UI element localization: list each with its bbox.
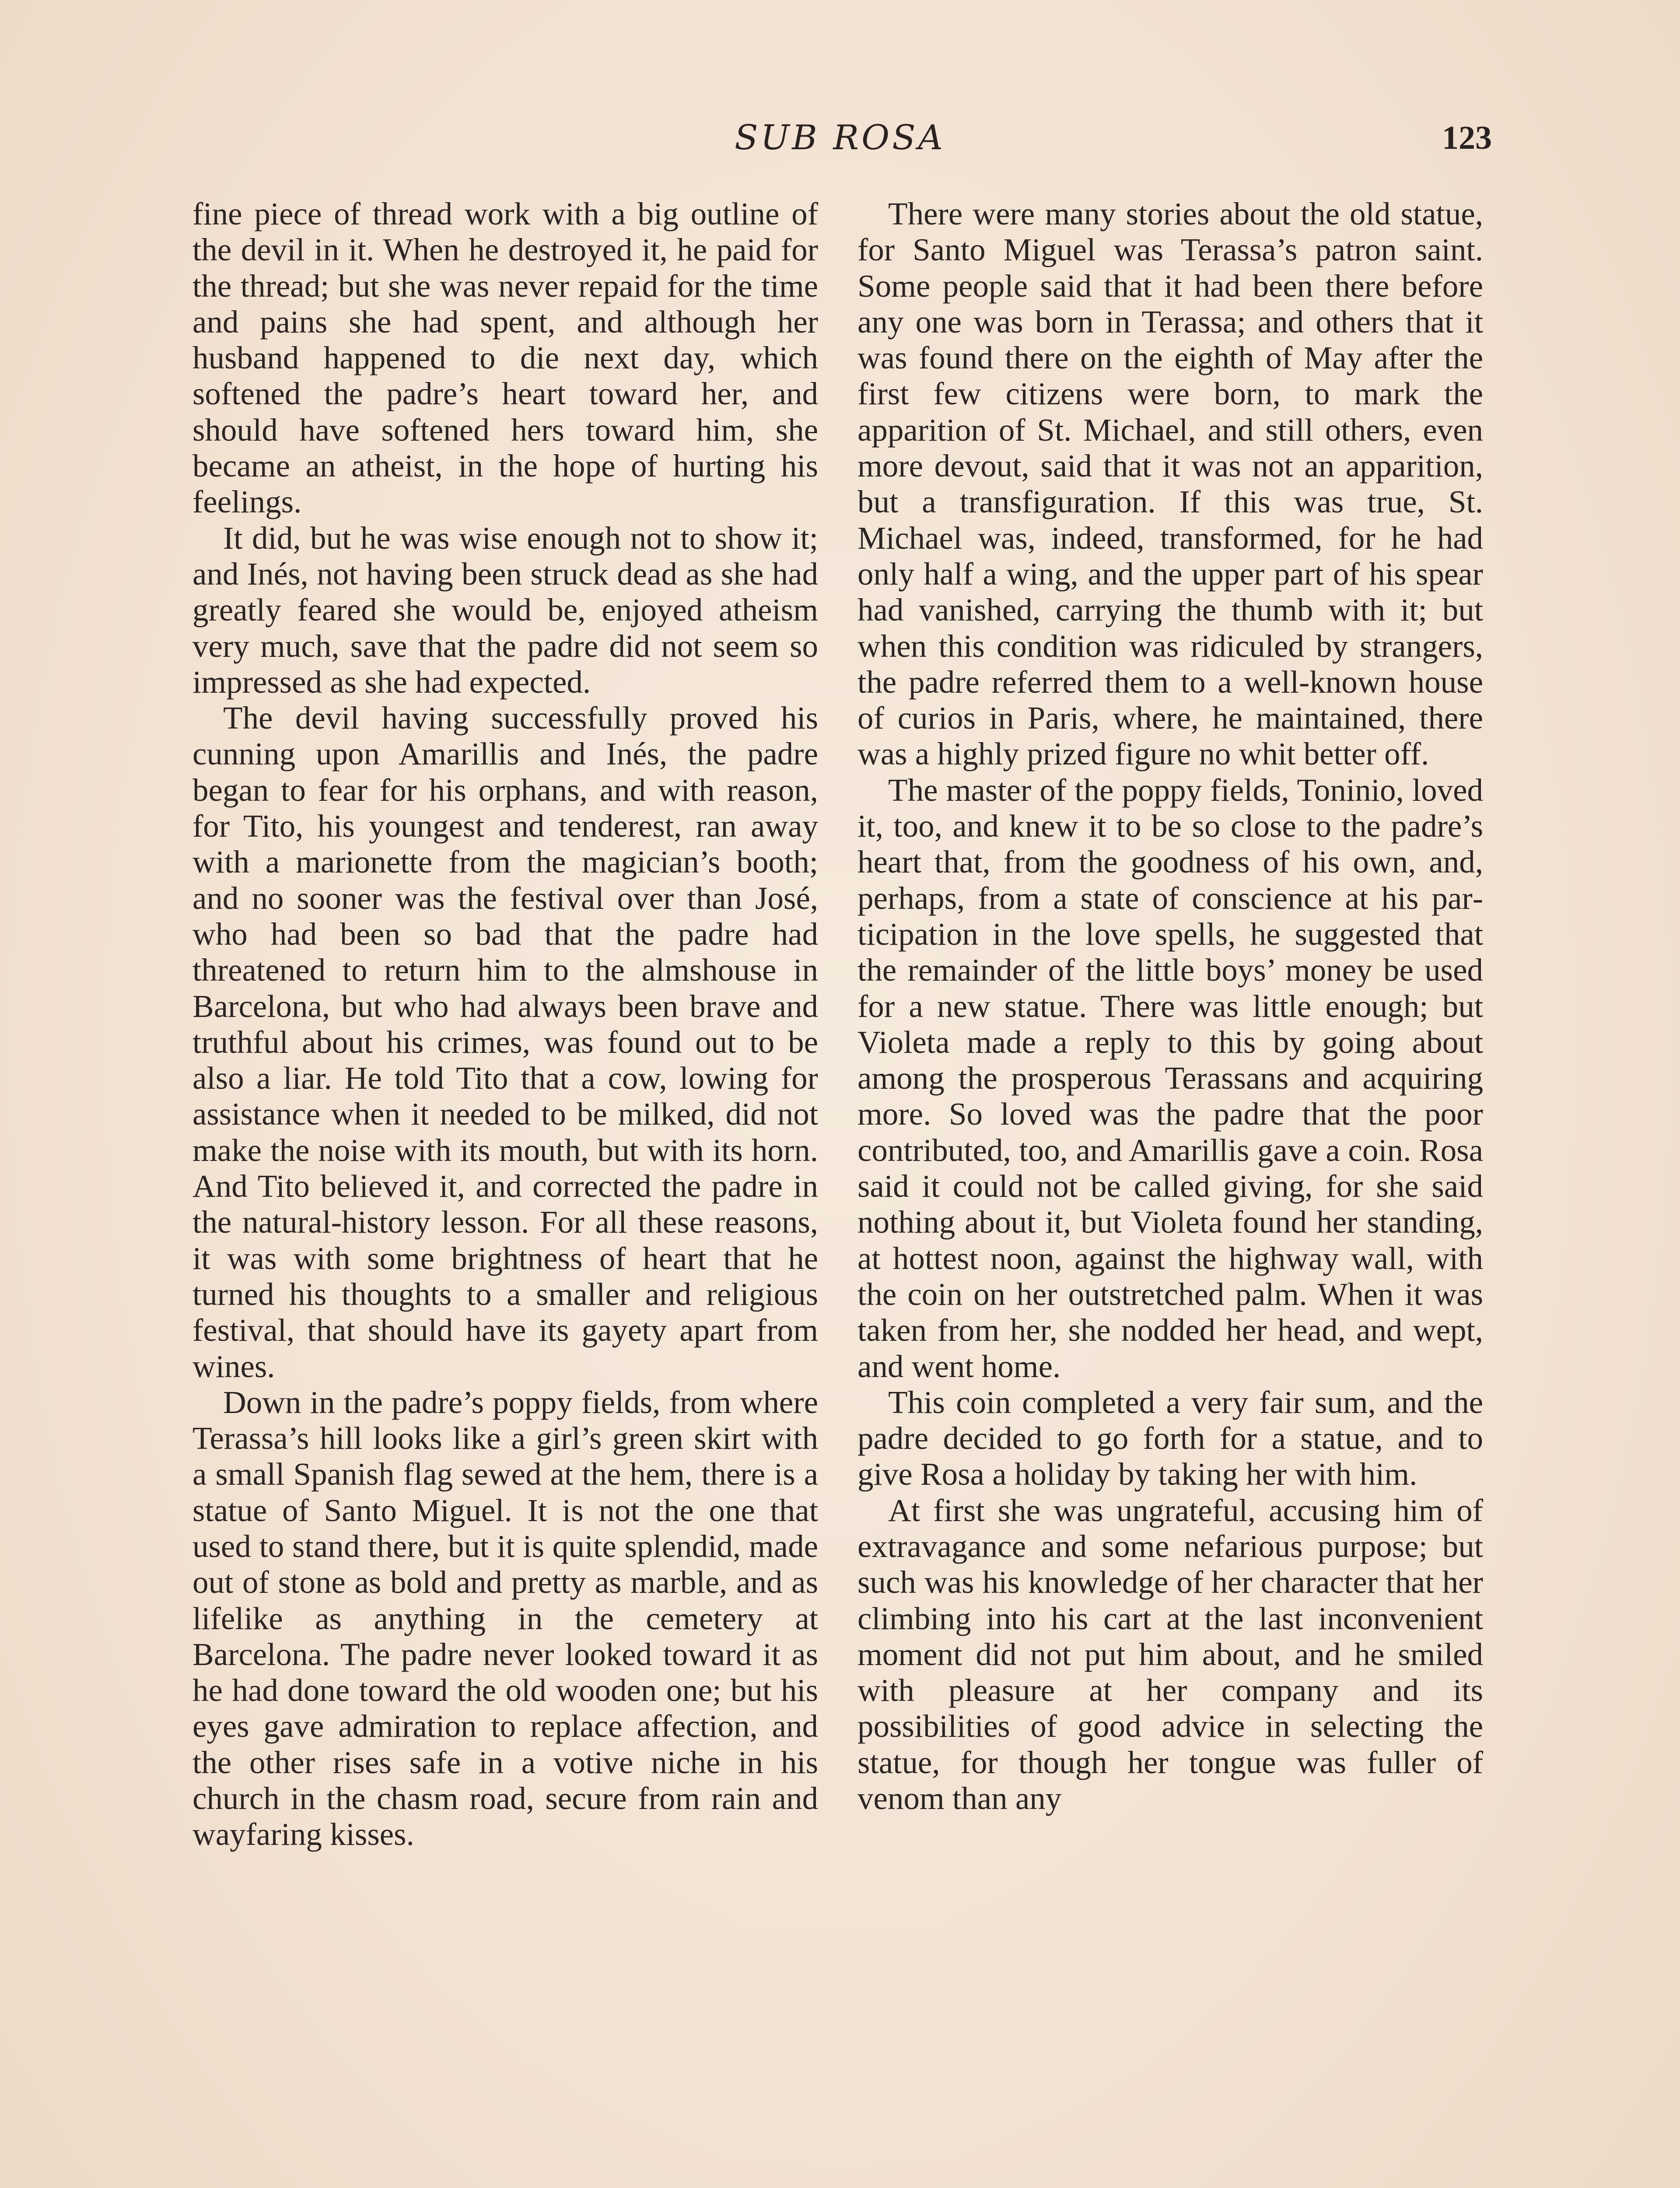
right-text-column xyxy=(858,196,1483,1816)
paragraph: This coin completed a very fair sum, and the padre decided to go forth for a statue, and to give Rosa a holiday by taking her with him. xyxy=(858,1384,1483,1492)
paragraph: fine piece of thread work with a big outline of the devil in it. When he destroyed it, he paid for the thread; but she was never repaid for the time and pains she had spent, and although her husband happened to die next day, which softened the padre’s heart toward her, and should have softened hers toward him, she became an atheist, in the hope of hurting his feelings. xyxy=(192,196,818,520)
paragraph: The master of the poppy fields, Toninio, loved it, too, and knew it to be so close to the padre’s heart that, from the goodness of his own, and, perhaps, from a state of conscience at his participation in the love spells, he suggested that the remainder of the little boys’ money be used for a new statue. There was little enough; but Violeta made a reply to this by going about among the prosperous Terassans and acquiring more. So loved was the padre that the poor contributed, too, and Amarillis gave a coin. Rosa said it could not be called giving, for she said nothing about it, but Violeta found her standing, at hottest noon, against the highway wall, with the coin on her outstretched palm. When it was taken from her, she nodded her head, and wept, and went home. xyxy=(858,772,1483,1384)
paragraph: It did, but he was wise enough not to show it; and Inés, not having been struck dead as she had greatly feared she would be, enjoyed atheism very much, save that the padre did not seem so impressed as she had expected. xyxy=(192,520,818,700)
page-number: 123 xyxy=(1442,119,1492,156)
paragraph: Down in the padre’s poppy fields, from where Terassa’s hill looks like a girl’s green skirt with a small Spanish flag sewed at the hem, there is a statue of Santo Miguel. It is not the one that used to stand there, but it is quite splendid, made out of stone as bold and pretty as marble, and as lifelike as anything in the cemetery at Barcelona. The padre never looked toward it as he had done toward the old wooden one; but his eyes gave admiration to replace affection, and the other rises safe in a votive niche in his church in the chasm road, secure from rain and wayfaring kisses. xyxy=(192,1384,818,1852)
left-text-column xyxy=(192,196,818,1853)
paragraph: At first she was ungrateful, accusing him of extravagance and some nefarious purpose; but such was his knowledge of her character that her climbing into his cart at the last inconvenient moment did not put him about, and he smiled with pleasure at her company and its possibilities of good advice in selecting the statue, for though her tongue was fuller of venom than any xyxy=(858,1492,1483,1816)
paragraph: The devil having successfully proved his cunning upon Amarillis and Inés, the padre began to fear for his orphans, and with reason, for Tito, his youngest and tenderest, ran away with a marionette from the magician’s booth; and no sooner was the festival over than José, who had been so bad that the padre had threatened to return him to the almshouse in Barcelona, but who had always been brave and truthful about his crimes, was found out to be also a liar. He told Tito that a cow, lowing for assistance when it needed to be milked, did not make the noise with its mouth, but with its horn. And Tito believed it, and corrected the padre in the natural-history lesson. For all these reasons, it was with some brightness of heart that he turned his thoughts to a smaller and religious festival, that should have its gayety apart from wines. xyxy=(192,700,818,1384)
paragraph: There were many stories about the old statue, for Santo Miguel was Terassa’s patron saint. Some people said that it had been there before any one was born in Terassa; and others that it was found there on the eighth of May after the first few citizens were born, to mark the apparition of St. Michael, and still others, even more devout, said that it was not an apparition, but a transfiguration. If this was true, St. Michael was, indeed, transformed, for he had only half a wing, and the upper part of his spear had vanished, carrying the thumb with it; but when this condition was ridiculed by strangers, the padre referred them to a well-known house of curios in Paris, where, he maintained, there was a highly prized figure no whit better off. xyxy=(858,196,1483,772)
running-head-title: SUB ROSA xyxy=(735,118,945,158)
